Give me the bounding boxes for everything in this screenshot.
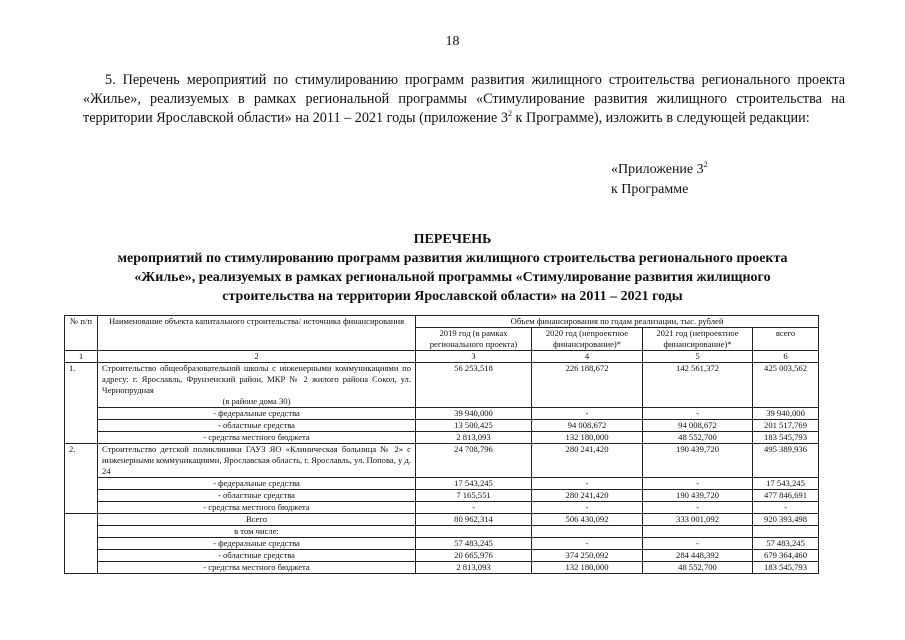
source-label: - областные средства — [98, 420, 416, 432]
table-row — [65, 363, 819, 408]
value-2020: 506 430,092 — [532, 514, 643, 526]
table-row — [65, 432, 819, 444]
header-name: Наименование объекта капитального строительства/ источника финансирования — [98, 316, 416, 351]
value-total: 201 517,769 — [753, 420, 819, 432]
value-2021: 190 439,720 — [643, 490, 753, 502]
appendix-reference — [611, 160, 708, 200]
table-row — [65, 420, 819, 432]
table-row — [65, 490, 819, 502]
value-2020: - — [532, 502, 643, 514]
value-2020: 374 250,092 — [532, 550, 643, 562]
value-2020: - — [532, 408, 643, 420]
value-2019: 80 962,314 — [416, 514, 532, 526]
source-label: - федеральные средства — [98, 478, 416, 490]
source-label: - областные средства — [98, 490, 416, 502]
col-num-4: 4 — [532, 351, 643, 363]
appendix-superscript: 2 — [703, 160, 708, 169]
intro-text: 5. Перечень мероприятий по стимулированию программ развития жилищного строительства регионального проекта «Жилье», реализуемых в рамках региональной программы «Стимулирование развития жилищного строительства на территории Ярославской области» на 2011 – 2021 годы (приложение 3 — [83, 72, 845, 126]
value-2019: 2 813,093 — [416, 432, 532, 444]
value-2019: 20 665,976 — [416, 550, 532, 562]
table-row — [65, 562, 819, 574]
including-label: в том числе: — [98, 526, 416, 538]
source-label: - средства местного бюджета — [98, 502, 416, 514]
value-total: 39 940,000 — [753, 408, 819, 420]
value-2021: 190 439,720 — [643, 444, 753, 478]
col-num-6: 6 — [753, 351, 819, 363]
table-row — [65, 550, 819, 562]
source-label: - федеральные средства — [98, 538, 416, 550]
appendix-line1: «Приложение 3 — [611, 162, 704, 177]
table-header-row — [65, 316, 819, 328]
value-2021: 48 552,700 — [643, 562, 753, 574]
table-row — [65, 514, 819, 526]
header-total: всего — [753, 328, 819, 351]
value-2020: 280 241,420 — [532, 490, 643, 502]
title-line4: строительства на территории Ярославской области» на 2011 – 2021 годы — [222, 289, 683, 304]
row-number: 1. — [65, 363, 98, 444]
row-number: 2. — [65, 444, 98, 514]
value-2019: 39 940,000 — [416, 408, 532, 420]
object-name: Строительство детской поликлиники ГАУЗ ЯО «Клиническая больница № 2» с инженерными коммуникациями, Ярославская область, г. Ярославль, ул. Попова, у д. 24 — [98, 444, 416, 478]
value-total: 920 393,498 — [753, 514, 819, 526]
value-2021: 48 552,700 — [643, 432, 753, 444]
object-name: Строительство общеобразовательной школы с инженерными коммуникациями по адресу: г. Ярославль, Фрунзенский район, МКР № 2 жилого района Сокол, ул. Чернопрудная (в районе дома 30) — [98, 363, 416, 408]
table-row — [65, 408, 819, 420]
value-total: 495 389,936 — [753, 444, 819, 478]
value-2020: 226 188,672 — [532, 363, 643, 408]
source-label: - федеральные средства — [98, 408, 416, 420]
value-2020: 94 008,672 — [532, 420, 643, 432]
financing-table — [64, 315, 819, 574]
value-total: 57 483,245 — [753, 538, 819, 550]
value-2021: 333 001,092 — [643, 514, 753, 526]
value-2021: - — [643, 502, 753, 514]
value-2019: 17 543,245 — [416, 478, 532, 490]
header-num: № п/п — [65, 316, 98, 351]
source-label: - средства местного бюджета — [98, 432, 416, 444]
value-total: 425 003,562 — [753, 363, 819, 408]
header-group: Объем финансирования по годам реализации, тыс. рублей — [416, 316, 819, 328]
col-num-2: 2 — [98, 351, 416, 363]
value-total: 183 545,793 — [753, 432, 819, 444]
title-line2: мероприятий по стимулированию программ развития жилищного строительства регионального проекта — [117, 251, 788, 266]
value-total: 17 543,245 — [753, 478, 819, 490]
col-num-3: 3 — [416, 351, 532, 363]
source-label: - средства местного бюджета — [98, 562, 416, 574]
value-2019: - — [416, 502, 532, 514]
value-2019: 57 483,245 — [416, 538, 532, 550]
header-2019: 2019 год (в рамках регионального проекта) — [416, 328, 532, 351]
title-line1: ПЕРЕЧЕНЬ — [413, 232, 492, 247]
table-row — [65, 478, 819, 490]
table-row — [65, 444, 819, 478]
value-2019: 24 708,796 — [416, 444, 532, 478]
table-row — [65, 502, 819, 514]
value-2020: - — [532, 538, 643, 550]
page-number: 18 — [445, 34, 460, 49]
intro-tail: к Программе), изложить в следующей редакции: — [511, 110, 810, 126]
title-line3: «Жилье», реализуемых в рамках региональной программы «Стимулирование развития жилищного — [134, 270, 771, 285]
value-2019: 56 253,518 — [416, 363, 532, 408]
col-num-1: 1 — [65, 351, 98, 363]
intro-paragraph — [83, 71, 845, 128]
value-total: 679 364,460 — [753, 550, 819, 562]
appendix-line2: к Программе — [611, 182, 689, 197]
value-2019: 2 813,093 — [416, 562, 532, 574]
value-2021: 142 561,372 — [643, 363, 753, 408]
value-2021: 284 448,392 — [643, 550, 753, 562]
intro-superscript: 2 — [507, 109, 512, 118]
column-number-row — [65, 351, 819, 363]
value-2021: - — [643, 538, 753, 550]
value-2020: - — [532, 478, 643, 490]
value-2020: 132 180,000 — [532, 432, 643, 444]
value-2019: 7 165,551 — [416, 490, 532, 502]
document-title — [70, 230, 835, 306]
source-label: - областные средства — [98, 550, 416, 562]
value-2021: - — [643, 408, 753, 420]
value-total: - — [753, 502, 819, 514]
value-2021: - — [643, 478, 753, 490]
table-row — [65, 526, 819, 538]
value-2019: 13 500,425 — [416, 420, 532, 432]
col-num-5: 5 — [643, 351, 753, 363]
header-2021: 2021 год (непроектное финансирование)* — [643, 328, 753, 351]
table-row — [65, 538, 819, 550]
row-number-empty — [65, 514, 98, 574]
value-2020: 132 180,000 — [532, 562, 643, 574]
value-total: 183 545,793 — [753, 562, 819, 574]
value-2020: 280 241,420 — [532, 444, 643, 478]
value-total: 477 846,691 — [753, 490, 819, 502]
total-label: Всего — [98, 514, 416, 526]
header-2020: 2020 год (непроектное финансирование)* — [532, 328, 643, 351]
value-2021: 94 008,672 — [643, 420, 753, 432]
